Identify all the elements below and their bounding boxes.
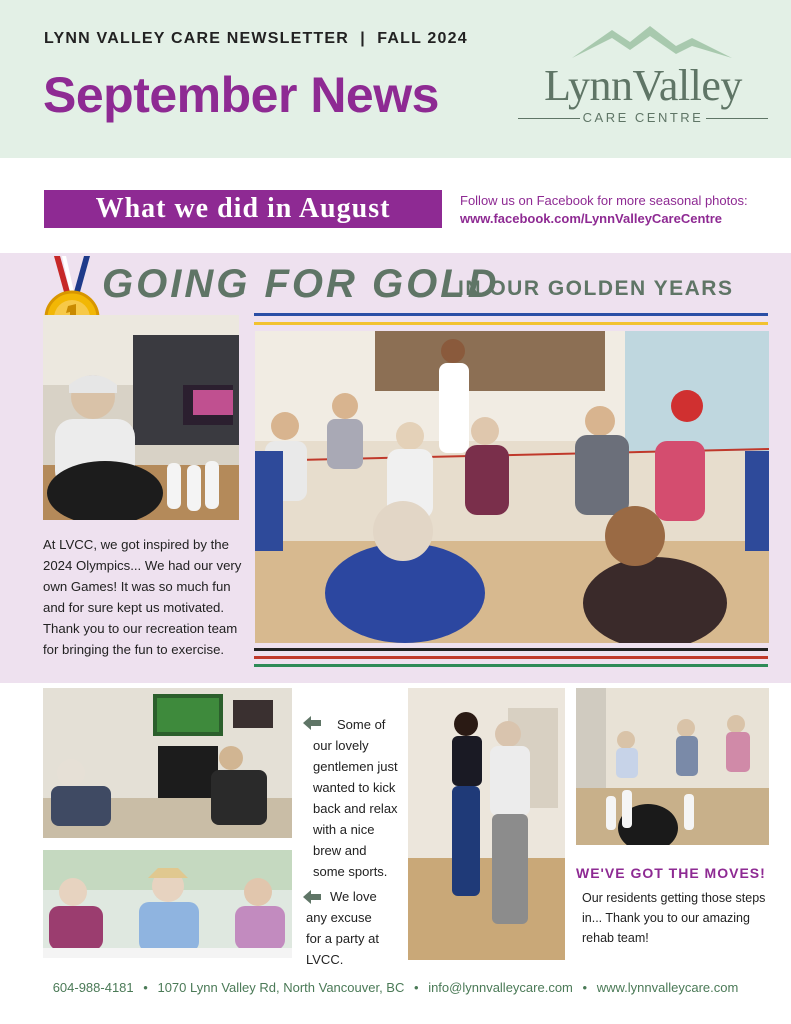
footer-bullet: • xyxy=(582,980,588,995)
photo-bowling-group xyxy=(576,688,769,845)
moves-heading: WE'VE GOT THE MOVES! xyxy=(576,865,766,881)
newsletter-kicker: LYNN VALLEY CARE NEWSLETTER | FALL 2024 xyxy=(44,30,468,47)
photo-resident-bowling xyxy=(43,315,239,520)
stripe-dark-bottom xyxy=(254,648,768,651)
facebook-prompt: Follow us on Facebook for more seasonal photos: xyxy=(460,193,748,208)
caption-gentlemen: Some of our lovely gentlemen just wanted to kick back and relax with a nice brew and some sports. xyxy=(313,717,398,879)
page-title: September News xyxy=(43,67,439,123)
logo-rule-right xyxy=(706,118,768,119)
footer-website[interactable]: www.lynnvalleycare.com xyxy=(596,980,739,995)
lynn-valley-logo xyxy=(518,24,768,134)
facebook-link[interactable]: www.facebook.com/LynnValleyCareCentre xyxy=(460,211,723,226)
moves-caption: Our residents getting those steps in... Thank you to our amazing rehab team! xyxy=(582,891,766,945)
section-banner: What we did in August xyxy=(44,190,442,228)
logo-subtitle: CARE CENTRE xyxy=(582,110,704,125)
caption-party: We love any excuse for a party at LVCC. xyxy=(306,889,379,967)
stripe-blue-top xyxy=(254,313,768,316)
stripe-yellow-top xyxy=(254,322,768,325)
footer-contact xyxy=(0,980,791,995)
photo-gentlemen-sports xyxy=(43,688,292,838)
footer-bullet: • xyxy=(414,980,419,995)
photo-rehab-walking xyxy=(408,688,565,960)
stripe-red-bottom xyxy=(254,656,768,659)
gold-heading: GOING FOR GOLD xyxy=(102,262,500,306)
photo-group-balloon-game xyxy=(255,331,769,643)
stripe-green-bottom xyxy=(254,664,768,667)
gold-story-text: At LVCC, we got inspired by the 2024 Olympics... We had our very own Games! It was so much fun and for sure kept us motivated. Thank you to our recreation team for bringing the fun to exercise. xyxy=(43,537,242,657)
footer-bullet: • xyxy=(143,980,148,995)
footer-phone[interactable]: 604-988-4181 xyxy=(52,980,134,995)
photo-party xyxy=(43,850,292,958)
mountain-logo-icon xyxy=(572,24,732,60)
footer-email[interactable]: info@lynnvalleycare.com xyxy=(428,980,573,995)
newsletter-header xyxy=(0,0,791,158)
logo-name: LynnValley xyxy=(544,61,742,110)
gold-subheading: IN OUR GOLDEN YEARS xyxy=(458,277,734,300)
footer-address: 1070 Lynn Valley Rd, North Vancouver, BC xyxy=(157,980,405,995)
